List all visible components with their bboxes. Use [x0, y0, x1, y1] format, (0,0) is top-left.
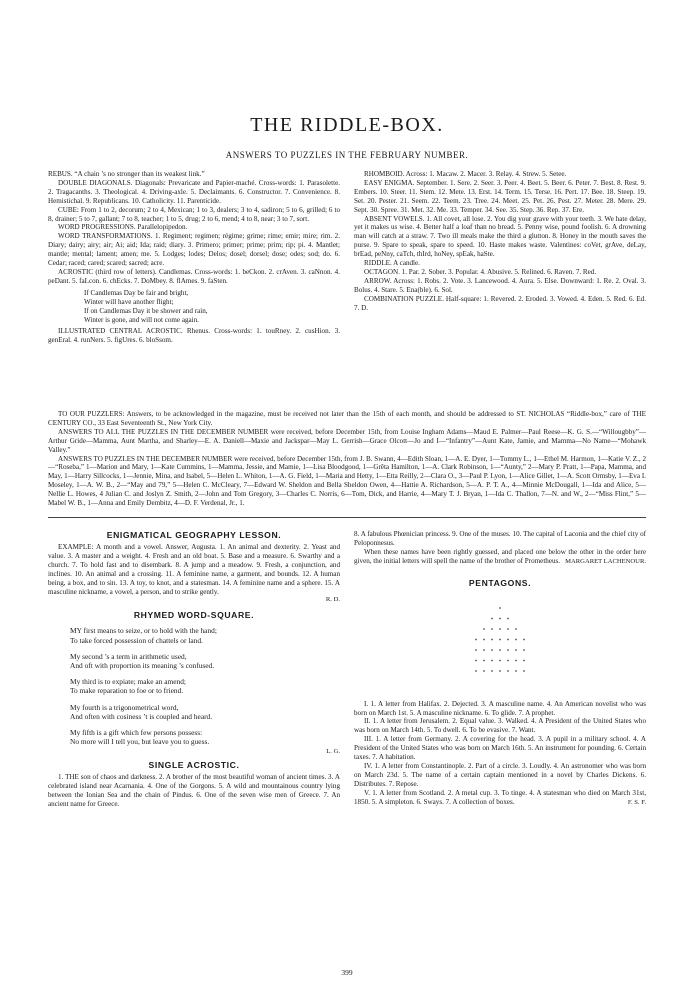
puzzles-right-column — [354, 530, 646, 809]
pentagons-heading: PENTAGONS. — [468, 577, 532, 588]
pentagon-dot — [491, 649, 493, 651]
pentagon-dot — [515, 628, 517, 630]
poem-stanza — [70, 652, 340, 670]
pentagon-dot — [483, 670, 485, 672]
pentagon-dot — [499, 638, 501, 640]
poem-line: My second ’s a term in arithmetic used, — [70, 651, 187, 661]
pentagon-dot — [499, 659, 501, 661]
answer-rebus: REBUS. “A chain ’s no stronger than its weakest link.” — [48, 170, 205, 178]
poem-line: My third is to expiate; make an amend; — [70, 677, 186, 687]
answer-acrostic: ACROSTIC (third row of letters). Candlemas. Cross-words: 1. beCkon. 2. crAven. 3. caNnon. 4. peDant. 5. faLcon. 6. chEcks. 7. DoMbey. 8. flAmes. 9. faSten. — [48, 267, 340, 285]
geography-continued-text: 8. A fabulous Phœnician princess. 9. One of the muses. 10. The capital of Laconia and the chief city of Peloponnesus. — [354, 530, 646, 547]
puzzles-columns — [48, 530, 646, 809]
candlemas-verse — [84, 289, 340, 325]
answer-rhomboid: RHOMBOID. Across: 1. Macaw. 2. Macer. 3. Relay. 4. Strew. 5. Setee. — [364, 170, 567, 178]
verse-line: Winter will have another flight; — [84, 297, 174, 306]
pentagon-dot — [499, 628, 501, 630]
answer-arrow: ARROW. Across: 1. Robs. 2. Vote. 3. Lancewood. 4. Aura. 5. Else. Downward: 1. Re. 2. Oval. 3. Bolus. 4. Stare. 5. Ena(ble). 6. Sol. — [354, 276, 646, 294]
answer-absent-vowels: ABSENT VOWELS. 1. All covet, all lose. 2. You dig your grave with your teeth. 3. We hate delay, yet it makes us wise. 4. Better half a loaf than no bread. 5. Penny wise, pound foolish. 6. A drowning man will catch at a straw. 7. Two ill meals make the third a glutton. 8. Honey in the mouth saves the purse. 9. Spare to speak, spare to speed. 10. Haste makes waste. Valentines: coVet, grAve, deLay, brEad, peNny, caTch, thIrd, hoNey, spEak, haSte. — [354, 214, 646, 259]
pentagon-group-5: V. 1. A letter from Scotland. 2. A metal cup. 3. To tinge. 4. A statesman who died on March 31st, 1850. 5. A simpleton. 6. Sways. 7. A collection of boxes. — [354, 788, 646, 806]
puzzles-left-column — [48, 530, 340, 809]
pentagon-group-1: I. 1. A letter from Halifax. 2. Dejected. 3. A masculine name. 4. An American novelist who was born on March 1st. 5. A masculine nickname. 6. To glide. 7. A prophet. — [354, 699, 646, 717]
pentagons-signature: F. S. F. — [627, 798, 646, 806]
answer-cube: CUBE: From 1 to 2, decorum; 2 to 4, Mexican; 1 to 3, dealers; 3 to 4, sadiron; 5 to 6, grilled; 6 to 8, drainer; 5 to 7, gallant; 7 to 8, teacher; 1 to 5, drug; 2 to 6, mend; 4 to 8, near; 3 to 7, sort. — [48, 205, 340, 223]
pentagon-dot-diagram — [470, 602, 530, 682]
pentagon-dot — [483, 628, 485, 630]
pentagon-dot — [507, 659, 509, 661]
answer-word-transformations: WORD TRANSFORMATIONS. 1. Regiment; regimen; régime; grime; rime; emir; mire; rim. 2. Diary; dairy; airy; air; Ai; aid; Ida; raid; diary. 3. Primero; primer; prime; prim; rip; pi. 4. Mantlet; mantle; mental; lament; amen; me. 5. Lodges; lodes; Delos; dosel; dorsel; dose; odes; sod; do. 6. Cedar; raced; cared; scared; sacred; acre. — [48, 232, 340, 268]
pentagon-dot — [507, 628, 509, 630]
word-square-poem — [48, 626, 340, 746]
pentagon-dot — [483, 659, 485, 661]
pentagon-dot — [507, 638, 509, 640]
answers-left-column — [48, 170, 340, 345]
notice-answers-received: ANSWERS TO PUZZLES IN THE DECEMBER NUMBER were received, before December 15th, from J. B. Swann, 4—Edith Sloan, 1—A. E. Dyer, 1—Tommy L., 1—Ethel M. Harmon, 1—Katie V. Z., 2—“Roseba,” 1—Marion and Mary, 1—Kate Cummins, 1—Mamma, Jessie, and Mamie, 1—Lisa Bloodgood, 1—Grêta Hamilton, 1—A. Clark Robinson, 1—“Aunty,” 2—Mary P. Pratt, 1—Papa, Mamma, and May, 1—Harry Sillcocks, 1—Jennie, Mina, and Isabel, 5—Helen L. Whiton, 1—A. G. Field, 1—Maria and Hetty, 1—Etta Reilly, 2—Clara O., 3—Paul P. Lyon, 1—Alice Gillet, 1—A. Scott Ormsby, 1—Eva I. Moseley, 1—A. W. B., 2—“May and 79,” 5—Helen C. McCleary, 7—Edward W. Sheldon and Bella Sheldon Owen, 4—Hattie A. Richardson, 5—A. P. T. A., 4—Minnie McDougall, 1—Ida and Alice, 5—Nellie L. Howes, 4 Julian C. and Joslyn Z. Smith, 2—John and Tom Gregory, 3—Charles C. Norris, 6—Tom, Dick, and Harrie, 4—Mary T. J. Bryan, 1—Ida C. Thallon, 7—N. and W., 2—“Miss Flint,” 5—Mabel W. B., 1—Anna and Emily Dembitz, 4—D. F. Verdenal, Jr., 1. — [48, 454, 646, 508]
pentagon-dots — [475, 607, 525, 672]
pentagon-dot — [507, 649, 509, 651]
geography-signature: R. D. — [325, 596, 340, 604]
pentagon-dot — [483, 649, 485, 651]
pentagon-dot — [491, 659, 493, 661]
geography-text: EXAMPLE: A month and a vowel. Answer, Augusta. 1. An animal and dexterity. 2. Yeast and value. 3. A master and a weight. 4. Fresh and an old boat. 5. Base and a measure. 6. Swarthy and a church. 7. To hold fast and to disembark. 8. A jump and a meadow. 9. Fresh, a conjunction, and inclines. 10. An animal and a crossing. 11. A feminine name, a garment, and bounds. 12. A human being, a box, and to sin. 13. A toy, to knot, and a statesman. 14. A feminine name and a sphere. 15. A masculine nickname, a vowel, a person, and to strike gently. — [48, 543, 340, 596]
pentagon-dot — [515, 649, 517, 651]
pentagon-dot — [491, 628, 493, 630]
poem-stanza — [70, 677, 340, 695]
pentagon-dot — [491, 670, 493, 672]
pentagon-dot — [523, 659, 525, 661]
answer-illustrated-central-acrostic: ILLUSTRATED CENTRAL ACROSTIC. Rhenus. Cross-words: 1. touRney. 2. cusHion. 3. genEral. 4. runNers. 5. figUres. 6. bloSsom. — [48, 327, 340, 345]
notice-to-puzzlers: TO OUR PUZZLERS: Answers, to be acknowledged in the magazine, must be received not later than the 15th of each month, and should be addressed to ST. NICHOLAS “Riddle-box,” care of THE CENTURY CO., 33 East Seventeenth St., New York City. — [48, 410, 646, 427]
pentagon-dot — [499, 649, 501, 651]
answer-combination-puzzle: COMBINATION PUZZLE. Half-square: 1. Revered. 2. Eroded. 3. Vowed. 4. Eden. 5. Red. 6. Ed. 7. D. — [354, 294, 646, 312]
pentagon-dot — [515, 659, 517, 661]
word-square-signature: L. G. — [326, 748, 340, 756]
single-acrostic-text: 1. THE son of chaos and darkness. 2. A brother of the most beautiful woman of ancient times. 3. A celebrated island near Acarnania. 4. One of the Gorgons. 5. A wild and mountainous country lying between the Ionian Sea and the chain of Pindus. 6. One of the seven wise men of Greece. 7. An ancient name for Greece. — [48, 773, 340, 809]
pentagon-dot — [475, 649, 477, 651]
answer-riddle: RIDDLE. A candle. — [364, 259, 420, 268]
poem-stanza — [70, 703, 340, 721]
pentagon-group-4: IV. 1. A letter from Constantinople. 2. Part of a circle. 3. Loudly. 4. An astronomer who was born on March 23d. 5. The name of a certain captain mentioned in a novel by Charles Dickens. 6. Distributes. 7. Repose. — [354, 761, 646, 788]
pentagon-dot — [523, 670, 525, 672]
geography-heading: ENIGMATICAL GEOGRAPHY LESSON. — [106, 530, 282, 540]
poem-line: To take forced possession of chattels or land. — [70, 635, 203, 645]
page-title: THE RIDDLE-BOX. — [250, 114, 444, 136]
poem-stanza — [70, 626, 340, 644]
answers-subtitle: ANSWERS TO PUZZLES IN THE FEBRUARY NUMBER. — [225, 150, 469, 160]
answers-columns — [48, 170, 646, 345]
riddle-box-page — [48, 0, 646, 1000]
poem-line: To make reparation to foe or to friend. — [70, 686, 184, 696]
pentagon-dot — [499, 617, 501, 619]
pentagon-dot — [523, 649, 525, 651]
pentagon-dot — [515, 670, 517, 672]
pentagon-dot — [523, 638, 525, 640]
pentagon-group-3: III. 1. A letter from Germany. 2. A covering for the head. 3. A pupil in a military school. 4. A President of the United States who was born on March 16th. 5. An instrument for pounding. 6. Certain taxes. 7. A habitation. — [354, 735, 646, 762]
section-divider — [48, 517, 646, 518]
pentagon-dot — [483, 638, 485, 640]
pentagon-dot — [507, 670, 509, 672]
word-square-heading: RHYMED WORD-SQUARE. — [133, 610, 255, 621]
poem-stanza — [70, 728, 340, 746]
pentagon-group-2: II. 1. A letter from Jerusalem. 2. Equal value. 3. Walked. 4. A President of the United States who was born on March 14th. 5. To dwell. 6. To be evasive. 7. Want. — [354, 717, 646, 735]
notice-all-answers: ANSWERS TO ALL THE PUZZLES IN THE DECEMBER NUMBER were received, before December 15th, from Louise Ingham Adams—Maud E. Palmer—Paul Reese—K. G. S.—“Willougbby”—Arthur Gride—Mamma, Aunt Martha, and Sharley—E. A. Daniell—Maxie and Jackspar—May L. Gerrish—Grace Olcott—Jo and I—“Infantry”—Aunt Kate, Jamie, and Mamma—No Name—“Mohawk Valley.” — [48, 427, 646, 454]
pentagon-dot — [475, 638, 477, 640]
verse-line: Winter is gone, and will not come again. — [84, 315, 199, 324]
verse-line: If on Candlemas Day it be shower and rain, — [84, 306, 208, 315]
poem-line: My fourth is a trigonometrical word, — [70, 702, 179, 712]
single-acrostic-heading: SINGLE ACROSTIC. — [148, 760, 240, 771]
answer-word-progressions: WORD PROGRESSIONS. Parallelopipedon. — [58, 223, 188, 232]
pentagon-dot — [475, 659, 477, 661]
pentagon-dot — [475, 670, 477, 672]
answer-easy-enigma: EASY ENIGMA. September. 1. Sere. 2. Seer. 3. Peer. 4. Beet. 5. Beer. 6. Peter. 7. Best. 8. Rest. 9. Embers. 10. Steer. 11. Stem. 12. Mete. 13. Erst. 14. Term. 15. Terse. 16. Pert. 17. Bee. 18. Steep. 19. Set. 20. Pester. 21. Seem. 22. Teem. 23. Tree. 24. Meet. 25. Pet. 26. Pest. 27. Meter. 28. Mere. 29. Sept. 30. Spree. 31. Met. 32. Me. 33. Temper. 34. See. 35. Step. 36. Rep. 37. Ere. — [354, 178, 646, 214]
pentagon-dot — [499, 670, 501, 672]
puzzlers-notices — [48, 410, 646, 508]
answer-double-diagonals: DOUBLE DIAGONALS. Diagonals: Prevaricate and Papier-maché. Cross-words: 1. Parasolette. 2. Tragacanths. 3. Theological. 4. Driving-axle. 5. Declaimants. 6. Constructor. 7. Convenience. 8. Hemistichal. 9. Republicans. 10. Catholicity. 11. Parenticide. — [48, 178, 340, 205]
pentagon-dot — [499, 607, 501, 609]
poem-line: And oft with proportion its meaning ’s confused. — [70, 661, 215, 671]
poem-line: My fifth is a gift which few persons possess: — [70, 728, 203, 738]
poem-line: MY first means to seize, or to hold with the hand; — [70, 626, 217, 636]
pentagon-dot — [491, 638, 493, 640]
answer-octagon: OCTAGON. 1. Par. 2. Sober. 3. Popular. 4. Abusive. 5. Relined. 6. Raven. 7. Red. — [364, 267, 597, 276]
page-number: 399 — [341, 968, 353, 977]
poem-line: And often with cosiness ’t is coupled and heard. — [70, 711, 213, 721]
poem-line: No more will I tell you, but leave you to guess. — [70, 737, 210, 747]
verse-line: If Candlemas Day be fair and bright, — [84, 288, 189, 297]
pentagon-dot — [507, 617, 509, 619]
answers-right-column — [354, 170, 646, 345]
geography-continued-signature: MARGARET LACHENOUR. — [565, 557, 646, 565]
pentagon-dot — [515, 638, 517, 640]
pentagon-dot — [491, 617, 493, 619]
geography-instructions: When these names have been rightly guessed, and placed one below the other in the order here given, the initial letters will spell the name of the brother of Prometheus. — [354, 547, 646, 565]
